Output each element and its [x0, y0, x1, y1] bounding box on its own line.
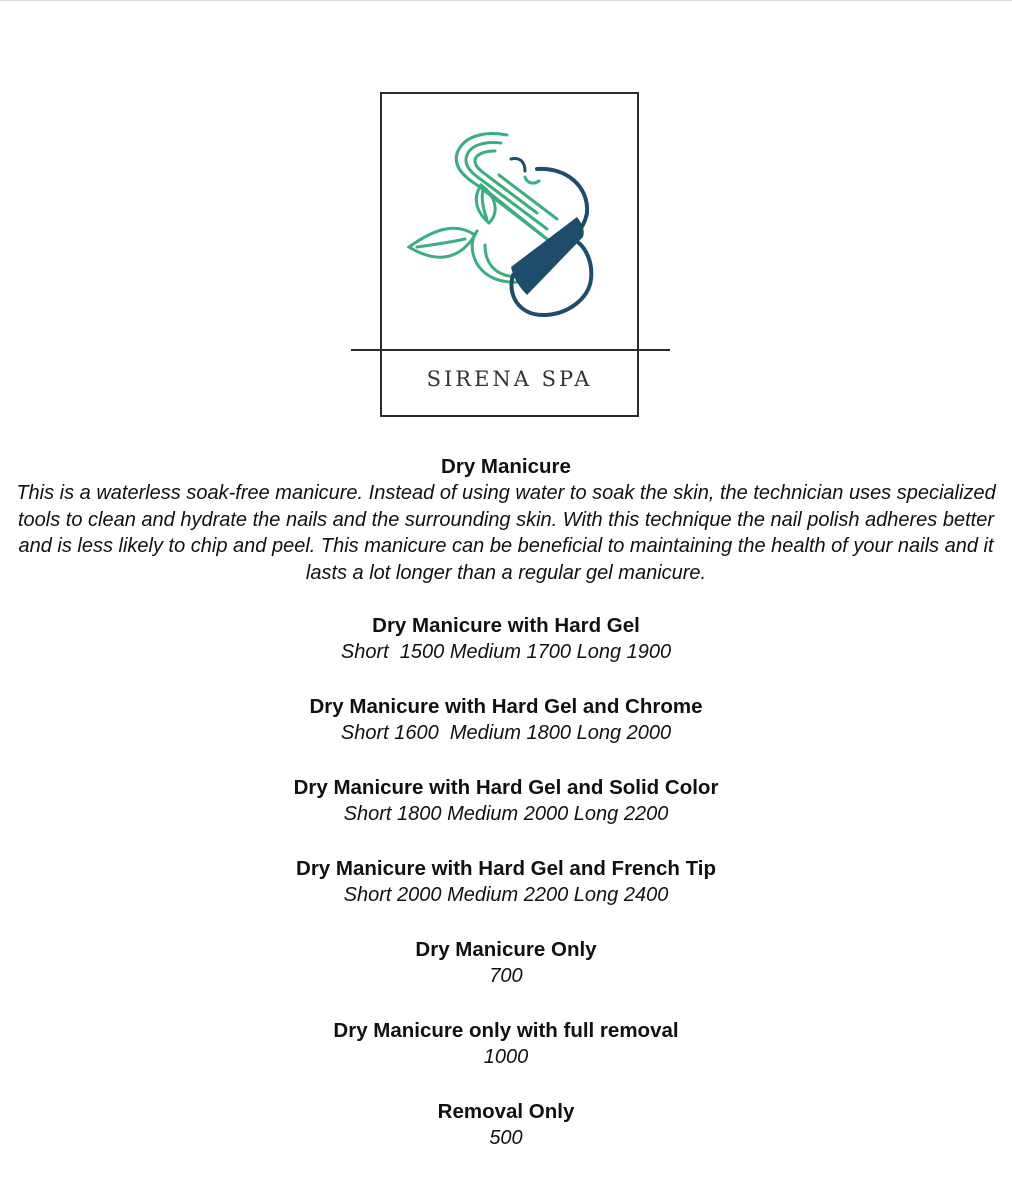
service-name: Dry Manicure with Hard Gel and French Tip	[296, 857, 716, 880]
service-price: Short 2000 Medium 2200 Long 2400	[343, 884, 669, 906]
service-item	[0, 693, 1012, 747]
mermaid-s-monogram-icon	[407, 127, 607, 317]
service-item	[0, 774, 1012, 828]
service-name: Dry Manicure Only	[415, 938, 597, 961]
service-price: Short 1500 Medium 1700 Long 1900	[340, 641, 672, 663]
service-price: Short 1600 Medium 1800 Long 2000	[340, 722, 672, 744]
service-item	[0, 1017, 1012, 1071]
service-item	[0, 1098, 1012, 1152]
top-divider	[0, 0, 1012, 1]
logo-divider-line	[351, 349, 670, 351]
service-name: Dry Manicure with Hard Gel	[372, 614, 640, 637]
service-name: Dry Manicure only with full removal	[333, 1019, 679, 1042]
section-description: This is a waterless soak-free manicure. Instead of using water to soak the skin, the technician uses specialized tools to clean and hydrate the nails and the surrounding skin. With this technique the nail polish adheres better and is less likely to chip and peel. This manicure can be beneficial to maintaining the health of your nails and it lasts a lot longer than a regular gel manicure.	[16, 482, 996, 584]
service-name: Dry Manicure with Hard Gel and Chrome	[309, 695, 703, 718]
section-title: Dry Manicure	[441, 455, 571, 478]
service-list	[0, 612, 1012, 1152]
service-name: Removal Only	[437, 1100, 575, 1123]
service-item	[0, 936, 1012, 990]
service-price: 1000	[483, 1046, 529, 1068]
service-price: 700	[489, 965, 523, 987]
brand-logo	[350, 91, 672, 421]
brand-name: SIRENA SPA	[426, 367, 593, 391]
service-item	[0, 855, 1012, 909]
menu-content	[0, 453, 1012, 1179]
service-price: Short 1800 Medium 2000 Long 2200	[343, 803, 669, 825]
service-item	[0, 612, 1012, 666]
service-name: Dry Manicure with Hard Gel and Solid Color	[293, 776, 719, 799]
service-price: 500	[489, 1127, 523, 1149]
